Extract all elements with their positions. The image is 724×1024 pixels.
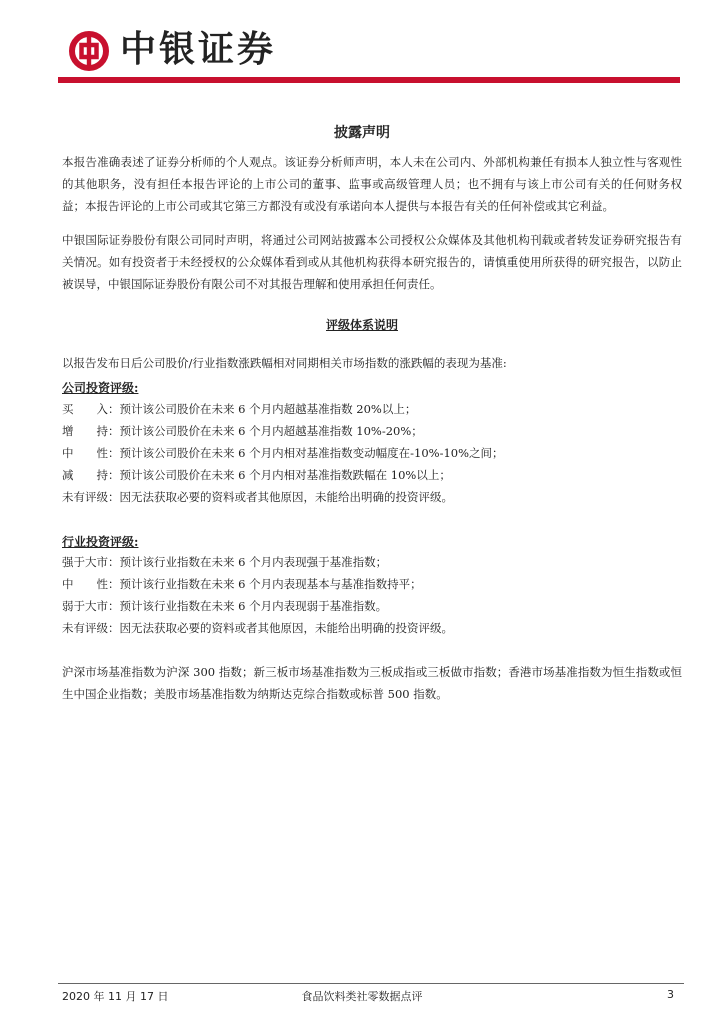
rating-term: 强于大市 <box>62 555 108 569</box>
rating-intro: 以报告发布日后公司股价/行业指数涨跌幅相对同期相关市场指数的涨跌幅的表现为基准: <box>62 356 507 370</box>
industry-rating-item <box>62 551 682 573</box>
rating-desc: ：预计该公司股价在未来 6 个月内相对基准指数变动幅度在-10%-10%之间； <box>108 446 504 460</box>
industry-rating-item <box>62 573 682 595</box>
rating-desc: ：因无法获取必要的资料或者其他原因，未能给出明确的投资评级。 <box>108 490 453 504</box>
report-date: 2020 年 11 月 17 日 <box>62 990 169 1003</box>
report-title: 食品饮料类社零数据点评 <box>301 990 423 1003</box>
company-rating-item <box>62 420 682 442</box>
footer-divider <box>58 983 684 984</box>
page-header <box>0 0 724 90</box>
rating-system-title: 评级体系说明 <box>325 318 398 332</box>
bank-of-china-logo-icon <box>68 30 110 72</box>
page-number: 3 <box>667 988 674 1001</box>
company-rating-item <box>62 442 682 464</box>
rating-term: 买 入 <box>62 402 108 416</box>
benchmark-index-note: 沪深市场基准指数为沪深 300 指数；新三板市场基准指数为三板成指或三板做市指数；香港市场基准指数为恒生指数或恒生中国企业指数；美股市场基准指数为纳斯达克综合指数或标普 500 指数。 <box>62 665 682 701</box>
rating-term: 减 持 <box>62 468 108 482</box>
company-rating-item <box>62 464 682 486</box>
brand-name: 中银证券 <box>120 29 277 70</box>
rating-term: 弱于大市 <box>62 599 108 613</box>
company-rating-heading: 公司投资评级: <box>62 381 139 395</box>
rating-term: 未有评级 <box>62 621 108 635</box>
rating-term: 中 性 <box>62 446 108 460</box>
rating-desc: ：预计该公司股价在未来 6 个月内超越基准指数 20%以上； <box>108 402 417 416</box>
rating-desc: ：预计该行业指数在未来 6 个月内表现强于基准指数； <box>108 555 388 569</box>
header-divider <box>58 77 680 83</box>
company-rating-item <box>62 398 682 420</box>
rating-desc: ：预计该行业指数在未来 6 个月内表现基本与基准指数持平； <box>108 577 422 591</box>
industry-rating-item <box>62 595 682 617</box>
industry-rating-heading: 行业投资评级: <box>62 535 139 549</box>
disclosure-title: 披露声明 <box>334 125 390 141</box>
rating-desc: ：预计该公司股价在未来 6 个月内相对基准指数跌幅在 10%以上； <box>108 468 451 482</box>
rating-desc: ：因无法获取必要的资料或者其他原因，未能给出明确的投资评级。 <box>108 621 453 635</box>
industry-rating-item <box>62 617 682 639</box>
disclosure-paragraph-2: 中银国际证券股份有限公司同时声明，将通过公司网站披露本公司授权公众媒体及其他机构刊载或者转发证券研究报告有关情况。如有投资者于未经授权的公众媒体看到或从其他机构获得本研究报告的，请慎重使用所获得的研究报告，以防止被误导，中银国际证券股份有限公司不对其报告理解和使用承担任何责任。 <box>62 233 682 291</box>
disclosure-paragraph-1: 本报告准确表述了证券分析师的个人观点。该证券分析师声明，本人未在公司内、外部机构兼任有损本人独立性与客观性的其他职务，没有担任本报告评论的上市公司的董事、监事或高级管理人员；也不拥有与该上市公司有关的任何财务权益；本报告评论的上市公司或其它第三方都没有或没有承诺向本人提供与本报告有关的任何补偿或其它利益。 <box>62 155 682 213</box>
rating-desc: ：预计该行业指数在未来 6 个月内表现弱于基准指数。 <box>108 599 388 613</box>
company-rating-item <box>62 486 682 508</box>
rating-term: 中 性 <box>62 577 108 591</box>
rating-desc: ：预计该公司股价在未来 6 个月内超越基准指数 10%-20%； <box>108 424 423 438</box>
rating-term: 未有评级 <box>62 490 108 504</box>
rating-term: 增 持 <box>62 424 108 438</box>
